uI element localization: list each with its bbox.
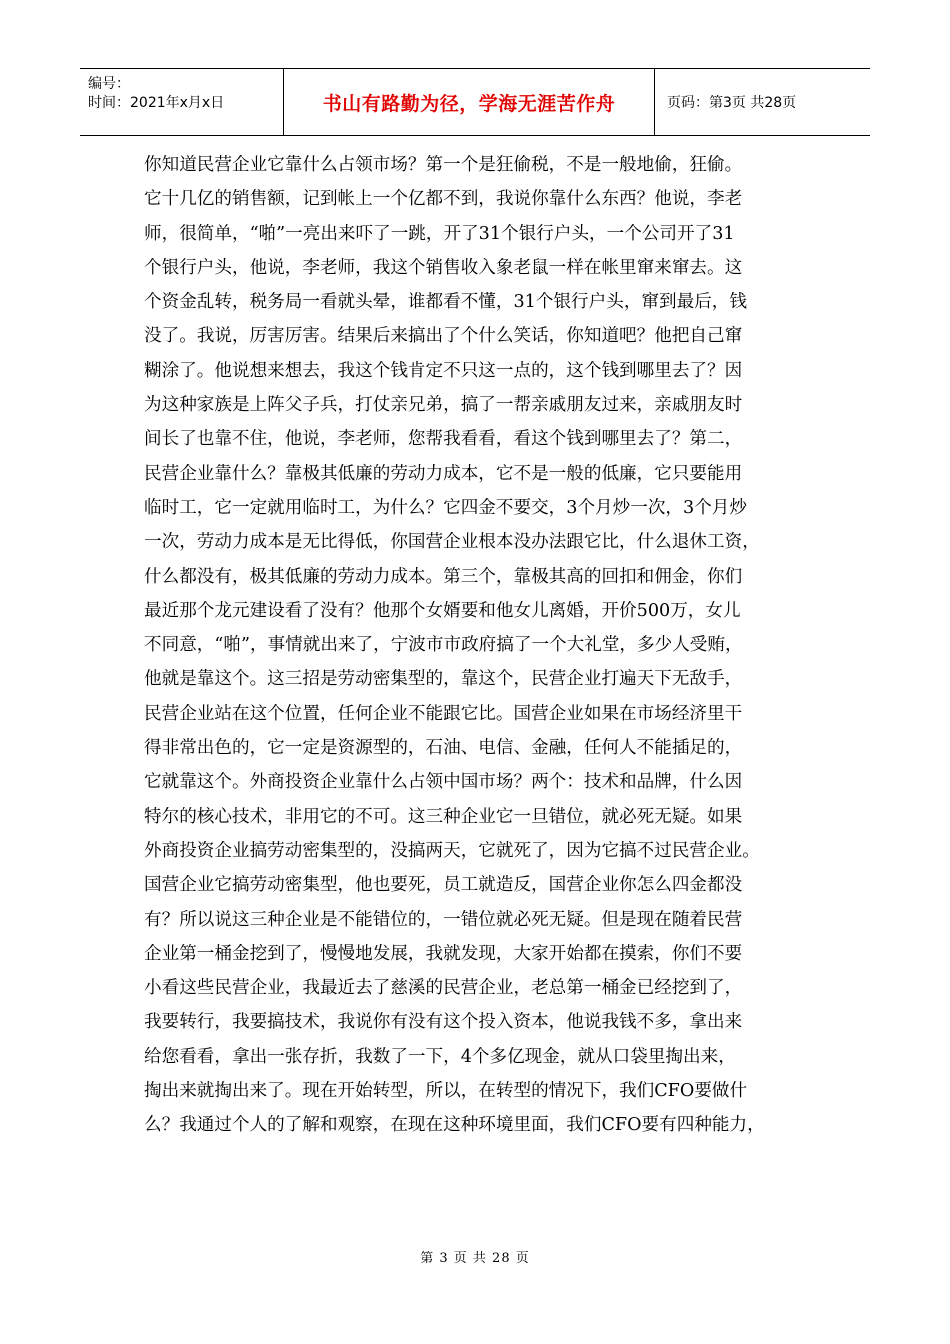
body-line: 最近那个龙元建设看了没有？他那个女婿要和他女儿离婚，开价500万，女儿 bbox=[144, 600, 741, 621]
body-line: 得非常出色的，它一定是资源型的，石油、电信、金融，任何人不能插足的， bbox=[144, 738, 743, 759]
body-line: 什么都没有，极其低廉的劳动力成本。第三个，靠极其高的回扣和佣金，你们 bbox=[144, 566, 743, 587]
document-number-label: 编号： bbox=[88, 76, 130, 92]
header-meta bbox=[80, 69, 283, 135]
body-line: 掏出来就掏出来了。现在开始转型，所以，在转型的情况下，我们CFO要做什 bbox=[144, 1081, 748, 1102]
body-paragraph bbox=[144, 148, 814, 1143]
body-line: 它就靠这个。外商投资企业靠什么占领中国市场？两个：技术和品牌，什么因 bbox=[144, 772, 743, 793]
body-line: 个资金乱转，税务局一看就头晕，谁都看不懂，31个银行户头，窜到最后，钱 bbox=[144, 292, 747, 313]
body-line: 民营企业站在这个位置，任何企业不能跟它比。国营企业如果在市场经济里干 bbox=[144, 703, 743, 724]
body-line: 不同意，“啪”，事情就出来了，宁波市市政府搞了一个大礼堂，多少人受贿， bbox=[144, 635, 743, 656]
body-line: 民营企业靠什么？靠极其低廉的劳动力成本，它不是一般的低廉，它只要能用 bbox=[144, 463, 743, 484]
body-line: 个银行户头，他说，李老师，我这个销售收入象老鼠一样在帐里窜来窜去。这 bbox=[144, 257, 743, 278]
body-line: 我要转行，我要搞技术，我说你有没有这个投入资本，他说我钱不多，拿出来 bbox=[144, 1012, 743, 1033]
header-page-info: 页码：第3页 共28页 bbox=[667, 95, 797, 111]
body-line: 外商投资企业搞劳动密集型的，没搞两天，它就死了，因为它搞不过民营企业。 bbox=[144, 840, 760, 861]
header-motto: 书山有路勤为径，学海无涯苦作舟 bbox=[322, 92, 616, 115]
body-line: 小看这些民营企业，我最近去了慈溪的民营企业，老总第一桶金已经挖到了， bbox=[144, 978, 743, 999]
page-footer: 第 3 页 共 28 页 bbox=[420, 1251, 530, 1266]
document-header bbox=[80, 68, 870, 136]
body-line: 间长了也靠不住，他说，李老师，您帮我看看，看这个钱到哪里去了？第二， bbox=[144, 429, 743, 450]
body-line: 企业第一桶金挖到了，慢慢地发展，我就发现，大家开始都在摸索，你们不要 bbox=[144, 943, 743, 964]
body-line: 糊涂了。他说想来想去，我这个钱肯定不只这一点的，这个钱到哪里去了？因 bbox=[144, 360, 743, 381]
body-line: 特尔的核心技术，非用它的不可。这三种企业它一旦错位，就必死无疑。如果 bbox=[144, 806, 743, 827]
body-line: 给您看看，拿出一张存折，我数了一下，4个多亿现金，就从口袋里掏出来， bbox=[144, 1046, 736, 1067]
body-line: 一次，劳动力成本是无比得低，你国营企业根本没办法跟它比，什么退休工资， bbox=[144, 532, 760, 553]
body-line: 临时工，它一定就用临时工，为什么？它四金不要交，3个月炒一次，3个月炒 bbox=[144, 497, 747, 518]
body-line: 它十几亿的销售额，记到帐上一个亿都不到，我说你靠什么东西？他说，李老 bbox=[144, 189, 743, 210]
body-line: 师，很简单，“啪”一亮出来吓了一跳，开了31个银行户头，一个公司开了31 bbox=[144, 223, 735, 244]
header-motto-cell bbox=[283, 69, 655, 135]
body-line: 有？所以说这三种企业是不能错位的，一错位就必死无疑。但是现在随着民营 bbox=[144, 909, 743, 930]
body-line: 为这种家族是上阵父子兵，打仗亲兄弟，搞了一帮亲戚朋友过来，亲戚朋友时 bbox=[144, 395, 743, 416]
body-line: 国营企业它搞劳动密集型，他也要死，员工就造反，国营企业你怎么四金都没 bbox=[144, 875, 743, 896]
document-date: 时间：2021年x月x日 bbox=[88, 95, 225, 111]
header-page-info-cell bbox=[655, 69, 870, 135]
body-line: 他就是靠这个。这三招是劳动密集型的，靠这个，民营企业打遍天下无敌手， bbox=[144, 669, 743, 690]
body-line: 么？我通过个人的了解和观察，在现在这种环境里面，我们CFO要有四种能力， bbox=[144, 1115, 765, 1136]
body-line: 没了。我说，厉害厉害。结果后来搞出了个什么笑话，你知道吧？他把自己窜 bbox=[144, 326, 743, 347]
body-line: 你知道民营企业它靠什么占领市场？第一个是狂偷税，不是一般地偷，狂偷。 bbox=[144, 155, 743, 175]
